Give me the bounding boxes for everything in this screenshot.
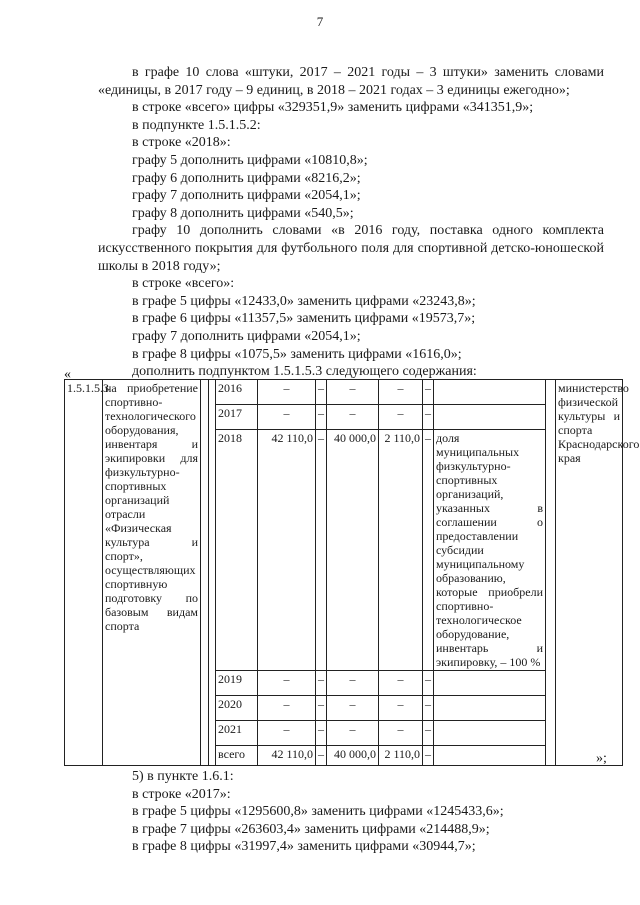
paragraph: в графе 5 цифры «12433,0» заменить цифрами «23243,8»; <box>132 293 476 309</box>
year-cell: 2020 <box>216 696 258 721</box>
total-cell: – <box>258 721 316 746</box>
amendment-text-top <box>98 64 604 381</box>
spacer-cell <box>546 380 556 766</box>
paragraph: в графе 5 цифры «1295600,8» заменить цифрами «1245433,6»; <box>132 804 504 820</box>
federal-cell: – <box>316 380 327 405</box>
paragraph: в графе 7 цифры «263603,4» заменить цифрами «214488,9»; <box>132 821 490 837</box>
regional-cell: 40 000,0 <box>327 746 379 766</box>
result-cell <box>434 721 546 746</box>
regional-cell: 40 000,0 <box>327 430 379 671</box>
municipal-cell: 2 110,0 <box>379 430 423 671</box>
federal-cell: – <box>316 671 327 696</box>
other-cell: – <box>423 430 434 671</box>
total-cell: – <box>258 671 316 696</box>
spacer-cell <box>209 380 216 766</box>
regional-cell: – <box>327 671 379 696</box>
result-cell <box>434 405 546 430</box>
paragraph: в строке «всего»: <box>132 276 235 292</box>
closing-quote: »; <box>596 751 607 766</box>
year-cell: всего <box>216 746 258 766</box>
other-cell: – <box>423 671 434 696</box>
total-cell: 42 110,0 <box>258 430 316 671</box>
paragraph: в строке «всего» цифры «329351,9» заменить цифрами «341351,9»; <box>132 100 534 116</box>
year-cell: 2021 <box>216 721 258 746</box>
total-cell: – <box>258 380 316 405</box>
paragraph: графу 7 дополнить цифрами «2054,1»; <box>132 188 361 204</box>
paragraph: в графе 6 цифры «11357,5» заменить цифрами «19573,7»; <box>132 311 476 327</box>
table-row <box>65 380 623 405</box>
federal-cell: – <box>316 696 327 721</box>
paragraph: графу 10 дополнить словами «в 2016 году, поставка одного комплекта искусственного покрытия для футбольного поля для спортивной детско-юношеской школы в 2018 году»; <box>98 223 604 274</box>
opening-quote: « <box>64 367 71 382</box>
paragraph: в подпункте 1.5.1.5.2: <box>132 117 261 133</box>
paragraph: в строке «2018»: <box>132 135 231 151</box>
result-cell <box>434 696 546 721</box>
paragraph: 5) в пункте 1.6.1: <box>132 769 234 784</box>
regional-cell: – <box>327 696 379 721</box>
result-cell: доля муниципальных физкультурно-спортивных организаций, указанных в соглашении о предоставлении субсидии муниципальному образованию, которые приобрели спортивно-технологическое оборудование, инвентарь и экипировку, – 100 % <box>434 430 546 671</box>
total-cell: – <box>258 696 316 721</box>
municipal-cell: – <box>379 380 423 405</box>
other-cell: – <box>423 405 434 430</box>
result-cell <box>434 746 546 766</box>
federal-cell: – <box>316 746 327 766</box>
year-cell: 2019 <box>216 671 258 696</box>
paragraph: графу 6 дополнить цифрами «8216,2»; <box>132 170 361 186</box>
other-cell: – <box>423 746 434 766</box>
page-number: 7 <box>316 14 324 29</box>
federal-cell: – <box>316 405 327 430</box>
total-cell: – <box>258 405 316 430</box>
year-cell: 2018 <box>216 430 258 671</box>
municipal-cell: 2 110,0 <box>379 746 423 766</box>
regional-cell: – <box>327 405 379 430</box>
item-number-cell: 1.5.1.5.3 <box>65 380 103 766</box>
regional-cell: – <box>327 721 379 746</box>
paragraph: дополнить подпунктом 1.5.1.5.3 следующего содержания: <box>132 364 477 380</box>
federal-cell: – <box>316 430 327 671</box>
spacer-cell <box>201 380 209 766</box>
paragraph: в строке «2017»: <box>132 786 231 802</box>
year-cell: 2017 <box>216 405 258 430</box>
paragraph: в графе 8 цифры «1075,5» заменить цифрами «1616,0»; <box>132 346 462 362</box>
other-cell: – <box>423 721 434 746</box>
amendment-text-bottom <box>98 768 604 856</box>
result-cell <box>434 671 546 696</box>
municipal-cell: – <box>379 721 423 746</box>
paragraph: графу 7 дополнить цифрами «2054,1»; <box>132 328 361 344</box>
year-cell: 2016 <box>216 380 258 405</box>
federal-cell: – <box>316 721 327 746</box>
other-cell: – <box>423 696 434 721</box>
municipal-cell: – <box>379 671 423 696</box>
result-cell <box>434 380 546 405</box>
responsible-cell: министерство физической культуры и спорта Краснодарского края <box>556 380 623 766</box>
paragraph: в графе 10 слова «штуки, 2017 – 2021 годы – 3 штуки» заменить словами «единицы, в 2017 году – 9 единиц, в 2018 – 2021 годах – 3 единицы ежегодно»; <box>98 65 604 98</box>
other-cell: – <box>423 380 434 405</box>
program-table <box>64 379 640 766</box>
paragraph: в графе 8 цифры «31997,4» заменить цифрами «30944,7»; <box>132 839 476 855</box>
municipal-cell: – <box>379 405 423 430</box>
regional-cell: – <box>327 380 379 405</box>
municipal-cell: – <box>379 696 423 721</box>
total-cell: 42 110,0 <box>258 746 316 766</box>
paragraph: графу 8 дополнить цифрами «540,5»; <box>132 205 354 221</box>
paragraph: графу 5 дополнить цифрами «10810,8»; <box>132 152 368 168</box>
item-name-cell: на приобретение спортивно-технологического оборудования, инвентаря и экипировки для физкультурно-спортивных организаций отрасли «Физическая культура и спорт», осуществляющих спортивную подготовку по базовым видам спорта <box>103 380 201 766</box>
